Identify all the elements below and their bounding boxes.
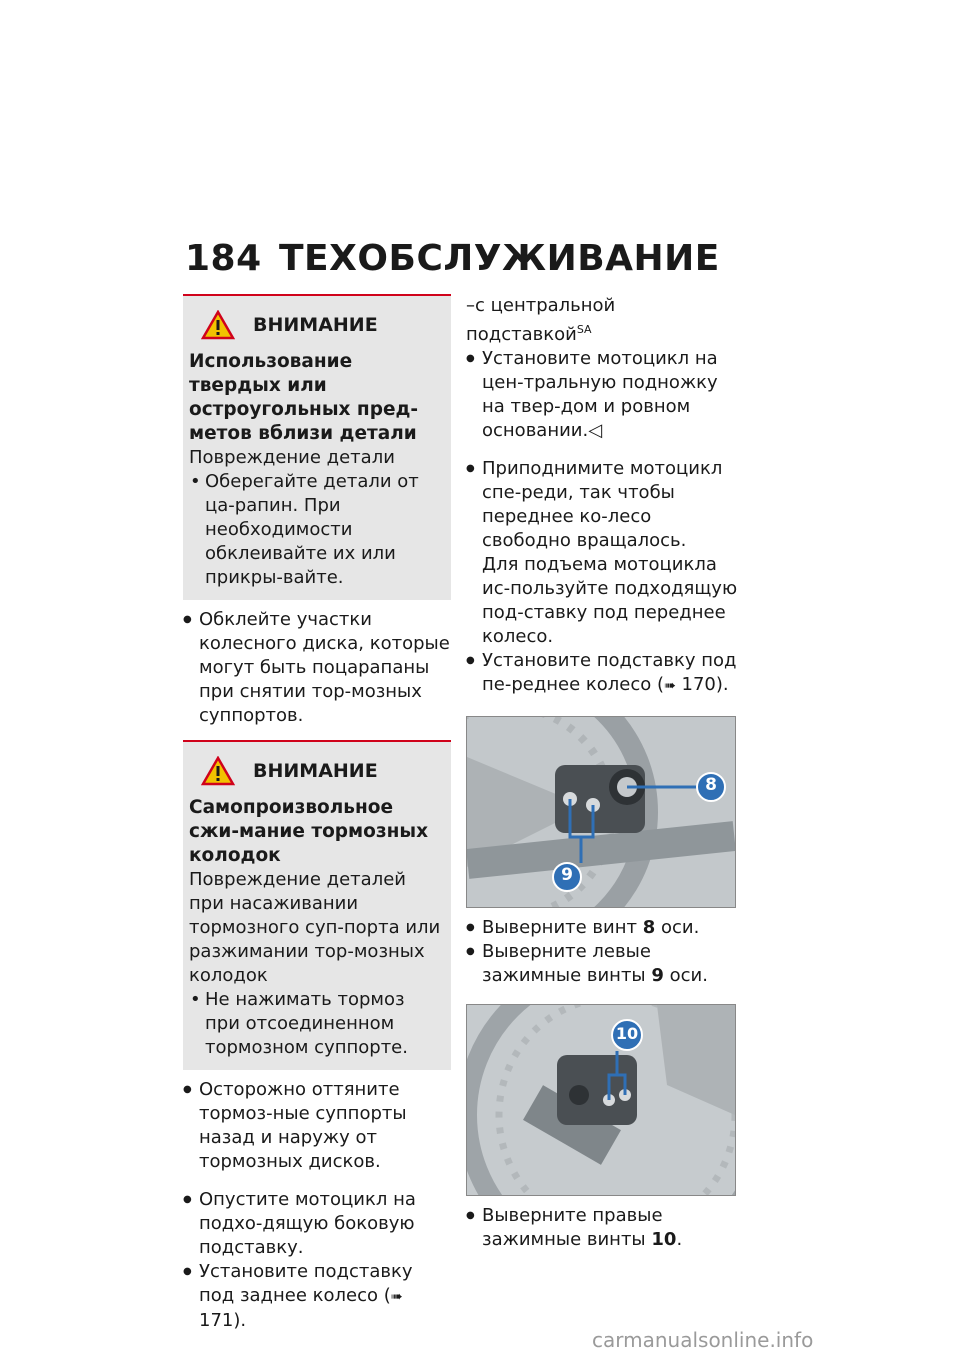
step-remove-screws-10-a: Выверните правые зажимные винты: [482, 1205, 663, 1250]
photo-axle-left-drawing: [467, 717, 735, 907]
photo-axle-right: [466, 1004, 736, 1196]
callout-9: 9: [561, 865, 573, 885]
photo-axle-left: [466, 716, 736, 908]
photo-axle-right-drawing: [467, 1005, 735, 1195]
left-column: [183, 294, 451, 1333]
variant-text: –с центральной подставкой: [466, 295, 616, 345]
variant-sup: SA: [576, 323, 592, 336]
step-remove-screws-9-num: 9: [651, 965, 664, 986]
warning-triangle-icon: [201, 310, 235, 340]
step-front-stand-text: Установите подставку под пе-реднее колесо (: [482, 650, 737, 695]
step-remove-screw-8-num: 8: [642, 917, 656, 938]
warning-subtitle-1: Использование твердых или остроугольных пред-метов вблизи детали: [189, 351, 419, 444]
step-tape-rim: ● Обклейте участки колесного диска, которые могут быть поцарапаны при снятии тор-мозных суппортов.: [183, 608, 451, 728]
warning-bullet-1: • Оберегайте детали от ца-рапин. При необходимости обклеивайте их или прикры-вайте.: [189, 470, 445, 590]
step-lower-motorcycle: ● Опустите мотоцикл на подхо-дящую боковую подставку.: [183, 1188, 451, 1260]
warning-box-1: [183, 294, 451, 600]
step-remove-screws-10-num: 10: [651, 1229, 677, 1250]
step-raise-front-note: Для подъема мотоцикла ис-пользуйте подходящую под-ставку под переднее колесо.: [482, 554, 738, 647]
variant-line: [466, 294, 741, 347]
step-remove-screw-8: [466, 916, 741, 940]
step-remove-screw-8-b: оси.: [655, 917, 700, 938]
step-remove-screw-8-a: Выверните винт: [482, 917, 643, 938]
step-raise-front: [466, 457, 741, 649]
step-rear-stand: [183, 1260, 451, 1333]
step-remove-screws-10: [466, 1204, 741, 1252]
step-rear-stand-ref[interactable]: 171).: [199, 1310, 247, 1331]
warning-bullet-2: • Не нажимать тормоз при отсоединенном тормозном суппорте.: [189, 988, 445, 1060]
step-raise-front-text: Приподнимите мотоцикл спе-реди, так чтобы переднее ко-лесо свободно вращалось.: [482, 458, 723, 551]
warning-text-1: Повреждение детали: [189, 447, 395, 468]
warning-title-2: ВНИМАНИЕ: [253, 760, 378, 782]
page-ref-arrow-icon: ➠: [390, 1289, 403, 1305]
right-column: [466, 294, 741, 1252]
warning-box-2: [183, 740, 451, 1070]
callout-8: 8: [705, 775, 717, 795]
step-remove-screws-9-b: оси.: [663, 965, 708, 986]
warning-head-1: [189, 310, 445, 340]
warning-triangle-icon: [201, 756, 235, 786]
warning-subtitle-2: Самопроизвольное сжи-мание тормозных колодок: [189, 797, 429, 866]
warning-head-2: [189, 756, 445, 786]
page-number: 184: [185, 238, 262, 279]
step-front-stand-ref[interactable]: 170).: [681, 674, 729, 695]
step-front-stand: [466, 649, 741, 698]
step-rear-stand-text: Установите подставку под заднее колесо (: [199, 1261, 413, 1306]
step-remove-screws-9: [466, 940, 741, 988]
callout-10: 10: [615, 1024, 639, 1043]
step-center-stand: ● Установите мотоцикл на цен-тральную подножку на твер-дом и ровном основании.◁: [466, 347, 741, 443]
warning-title-1: ВНИМАНИЕ: [253, 314, 378, 336]
step-remove-screws-10-b: .: [676, 1229, 683, 1250]
page-header: [185, 238, 720, 279]
step-pull-calipers: ● Осторожно оттяните тормоз-ные суппорты назад и наружу от тормозных дисков.: [183, 1078, 451, 1174]
step-remove-screws-9-a: Выверните левые зажимные винты: [482, 941, 652, 986]
section-title: ТЕХОБСЛУЖИВАНИЕ: [279, 238, 720, 279]
warning-text-2: Повреждение деталей при насаживании тормозного суп-порта или разжимании тор-мозных колодок: [189, 869, 441, 986]
watermark[interactable]: carmanualsonline.info: [592, 1328, 814, 1352]
page-ref-arrow-icon: ➠: [664, 678, 676, 694]
